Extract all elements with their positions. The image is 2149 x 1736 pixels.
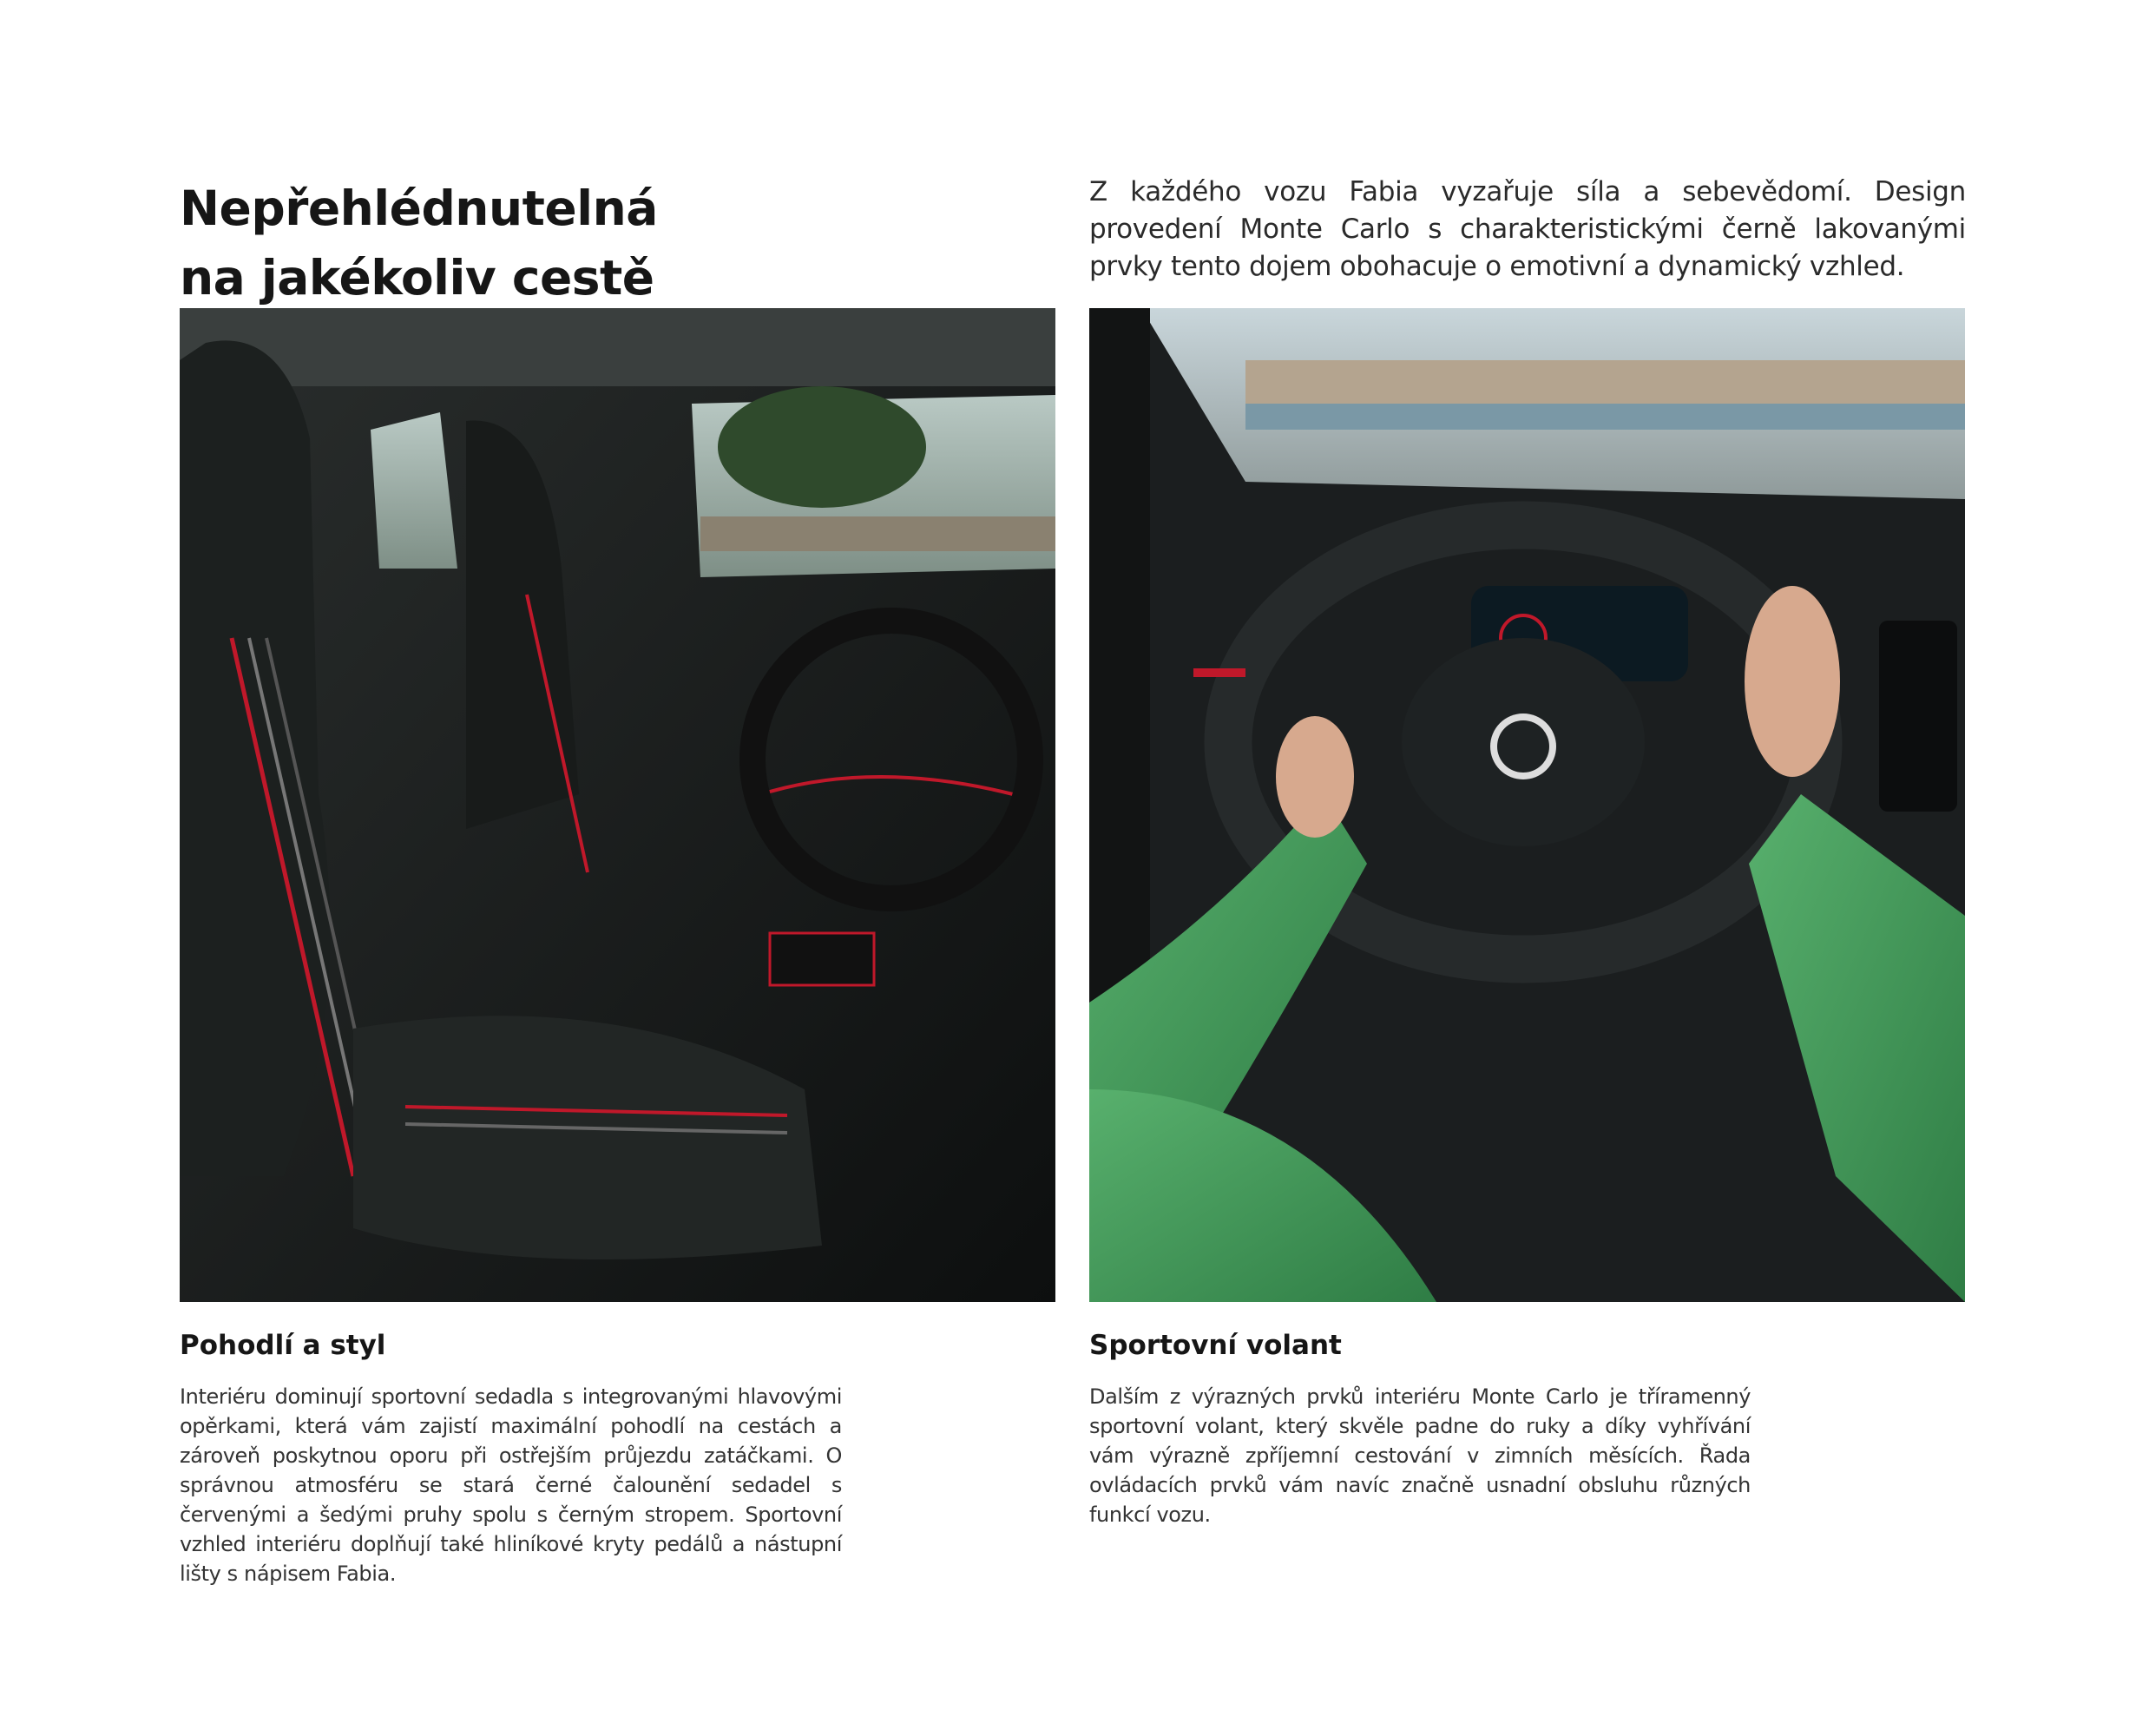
- section-text-steering-wheel: Dalším z výrazných prvků interiéru Monte Carlo je tříramenný sportovní volant, který skvěle padne do ruky a díky vyhřívání vám výrazně zpříjemní cestování v zimních měsících. Řada ovládacích prvků vám navíc značně usnadní obsluhu různých funkcí vozu.: [1089, 1384, 1751, 1527]
- section-text-comfort: Interiéru dominují sportovní sedadla s integrovanými hlavovými opěrkami, která vám zajistí maximální pohodlí na cestách a zároveň poskytnou oporu při ostřejším průjezdu zatáčkami. O správnou atmosféru se stará černé čalounění sedadel s červenými a šedými pruhy spolu s černým stropem. Sportovní vzhled interiéru doplňují také hliníkové kryty pedálů a nástupní lišty s nápisem Fabia.: [180, 1384, 842, 1586]
- seats-interior-photo: [180, 308, 1055, 1302]
- steering-wheel-photo: [1089, 308, 1965, 1302]
- page-title-line-2: na jakékoliv cestě: [180, 250, 654, 306]
- section-title-comfort: Pohodlí a styl: [180, 1330, 386, 1361]
- page-title: [180, 174, 658, 312]
- section-title-steering-wheel: Sportovní volant: [1089, 1330, 1342, 1361]
- intro-paragraph: Z každého vozu Fabia vyzařuje síla a sebevědomí. Design provedení Monte Carlo s charakteristickými černě lakovanými prvky tento dojem obohacuje o emotivní a dynamický vzhled.: [1089, 176, 1966, 282]
- page-title-line-1: Nepřehlédnutelná: [180, 181, 658, 236]
